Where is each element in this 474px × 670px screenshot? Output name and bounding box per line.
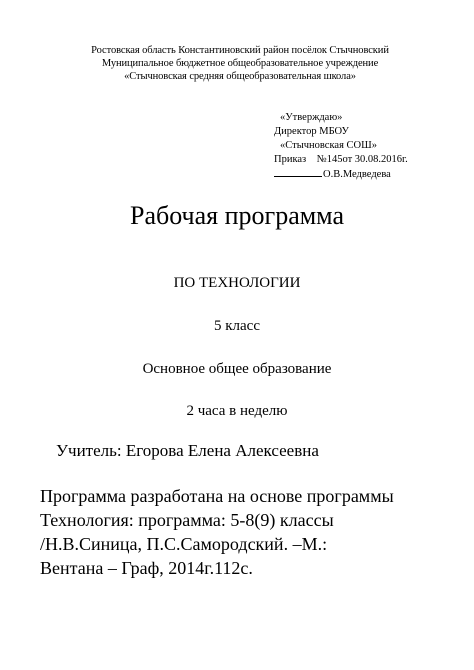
program-line: Технология: программа: 5-8(9) классы (40, 510, 334, 530)
approval-block (274, 111, 464, 182)
program-line: /Н.В.Синица, П.С.Самородский. –М.: (40, 534, 328, 554)
approval-school: «Стычновская СОШ» (280, 140, 377, 151)
program-line: Программа разработана на основе программы (40, 486, 394, 506)
header-institution-type-line: Муниципальное бюджетное общеобразовательное учреждение (101, 58, 379, 69)
header-region-line: Ростовская область Константиновский район посёлок Стычновский (91, 45, 389, 56)
approval-position: Директор МБОУ (274, 126, 349, 137)
document-title: Рабочая программа (129, 201, 345, 230)
school-header (40, 44, 440, 83)
teacher-line: Учитель: Егорова Елена Алексеевна (56, 441, 319, 460)
program-line: Вентана – Граф, 2014г.112с. (40, 558, 253, 578)
education-level-line: Основное общее образование (142, 361, 332, 377)
program-basis-block (40, 484, 460, 580)
subject-line: ПО ТЕХНОЛОГИИ (173, 275, 301, 291)
grade-line: 5 класс (214, 318, 260, 334)
approval-signature (274, 167, 464, 182)
approval-order: Приказ №145от 30.08.2016г. (274, 154, 408, 165)
header-school-name-line: «Стычновская средняя общеобразовательная школа» (124, 71, 356, 82)
hours-line: 2 часа в неделю (186, 403, 288, 419)
signature-name: О.В.Медведева (323, 169, 391, 180)
approval-heading: «Утверждаю» (280, 112, 343, 123)
signature-line (274, 167, 322, 177)
